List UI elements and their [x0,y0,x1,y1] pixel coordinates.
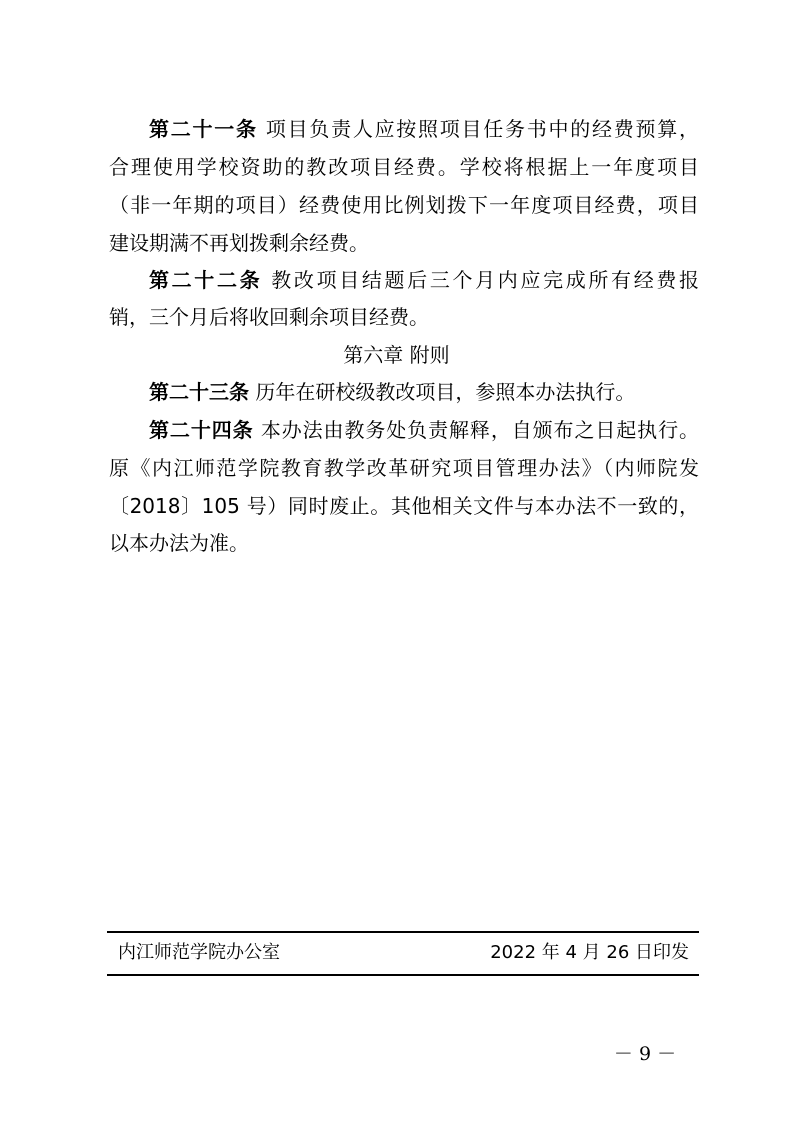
article-21-line-3: （非一年期的项目）经费使用比例划拨下一年度项目经费，项目 [109,193,699,217]
page-number: － 9 － [613,1043,677,1065]
article-24-line-3: 〔2018〕105 号）同时废止。其他相关文件与本办法不一致的， [109,494,699,518]
footer-issue-date: 2022 年 4 月 26 日印发 [490,942,689,963]
article-22-line-1-text: 教改项目结题后三个月内应完成所有经费报 [262,268,700,292]
article-23-heading: 第二十三条 [149,380,249,404]
footer-bottom-rule [107,974,699,976]
article-24-line-4: 以本办法为准。 [109,531,249,555]
article-24-line-1 [149,418,699,444]
article-24-line-2: 原《内江师范学院教育教学改革研究项目管理办法》（内师院发 [109,456,699,480]
article-21-line-4: 建设期满不再划拨剩余经费。 [109,231,369,255]
article-23-line-1-text: 历年在研校级教改项目，参照本办法执行。 [249,380,636,404]
article-22-line-2: 销，三个月后将收回剩余项目经费。 [109,305,429,329]
article-23-line-1 [149,380,699,406]
article-21-heading: 第二十一条 [149,117,258,141]
article-22-heading: 第二十二条 [149,268,263,292]
article-24-line-1-text: 本办法由教务处负责解释，自颁布之日起执行。 [253,418,699,442]
article-21-line-1-text: 项目负责人应按照项目任务书中的经费预算， [257,117,700,141]
chapter-6-title: 第六章 附则 [343,343,450,367]
article-22-line-1 [149,268,699,294]
footer-top-rule [107,931,699,933]
footer-issuer: 内江师范学院办公室 [118,942,280,963]
article-24-heading: 第二十四条 [149,418,254,442]
article-21-line-2: 合理使用学校资助的教改项目经费。学校将根据上一年度项目 [109,155,699,179]
article-21-line-1 [149,117,699,143]
